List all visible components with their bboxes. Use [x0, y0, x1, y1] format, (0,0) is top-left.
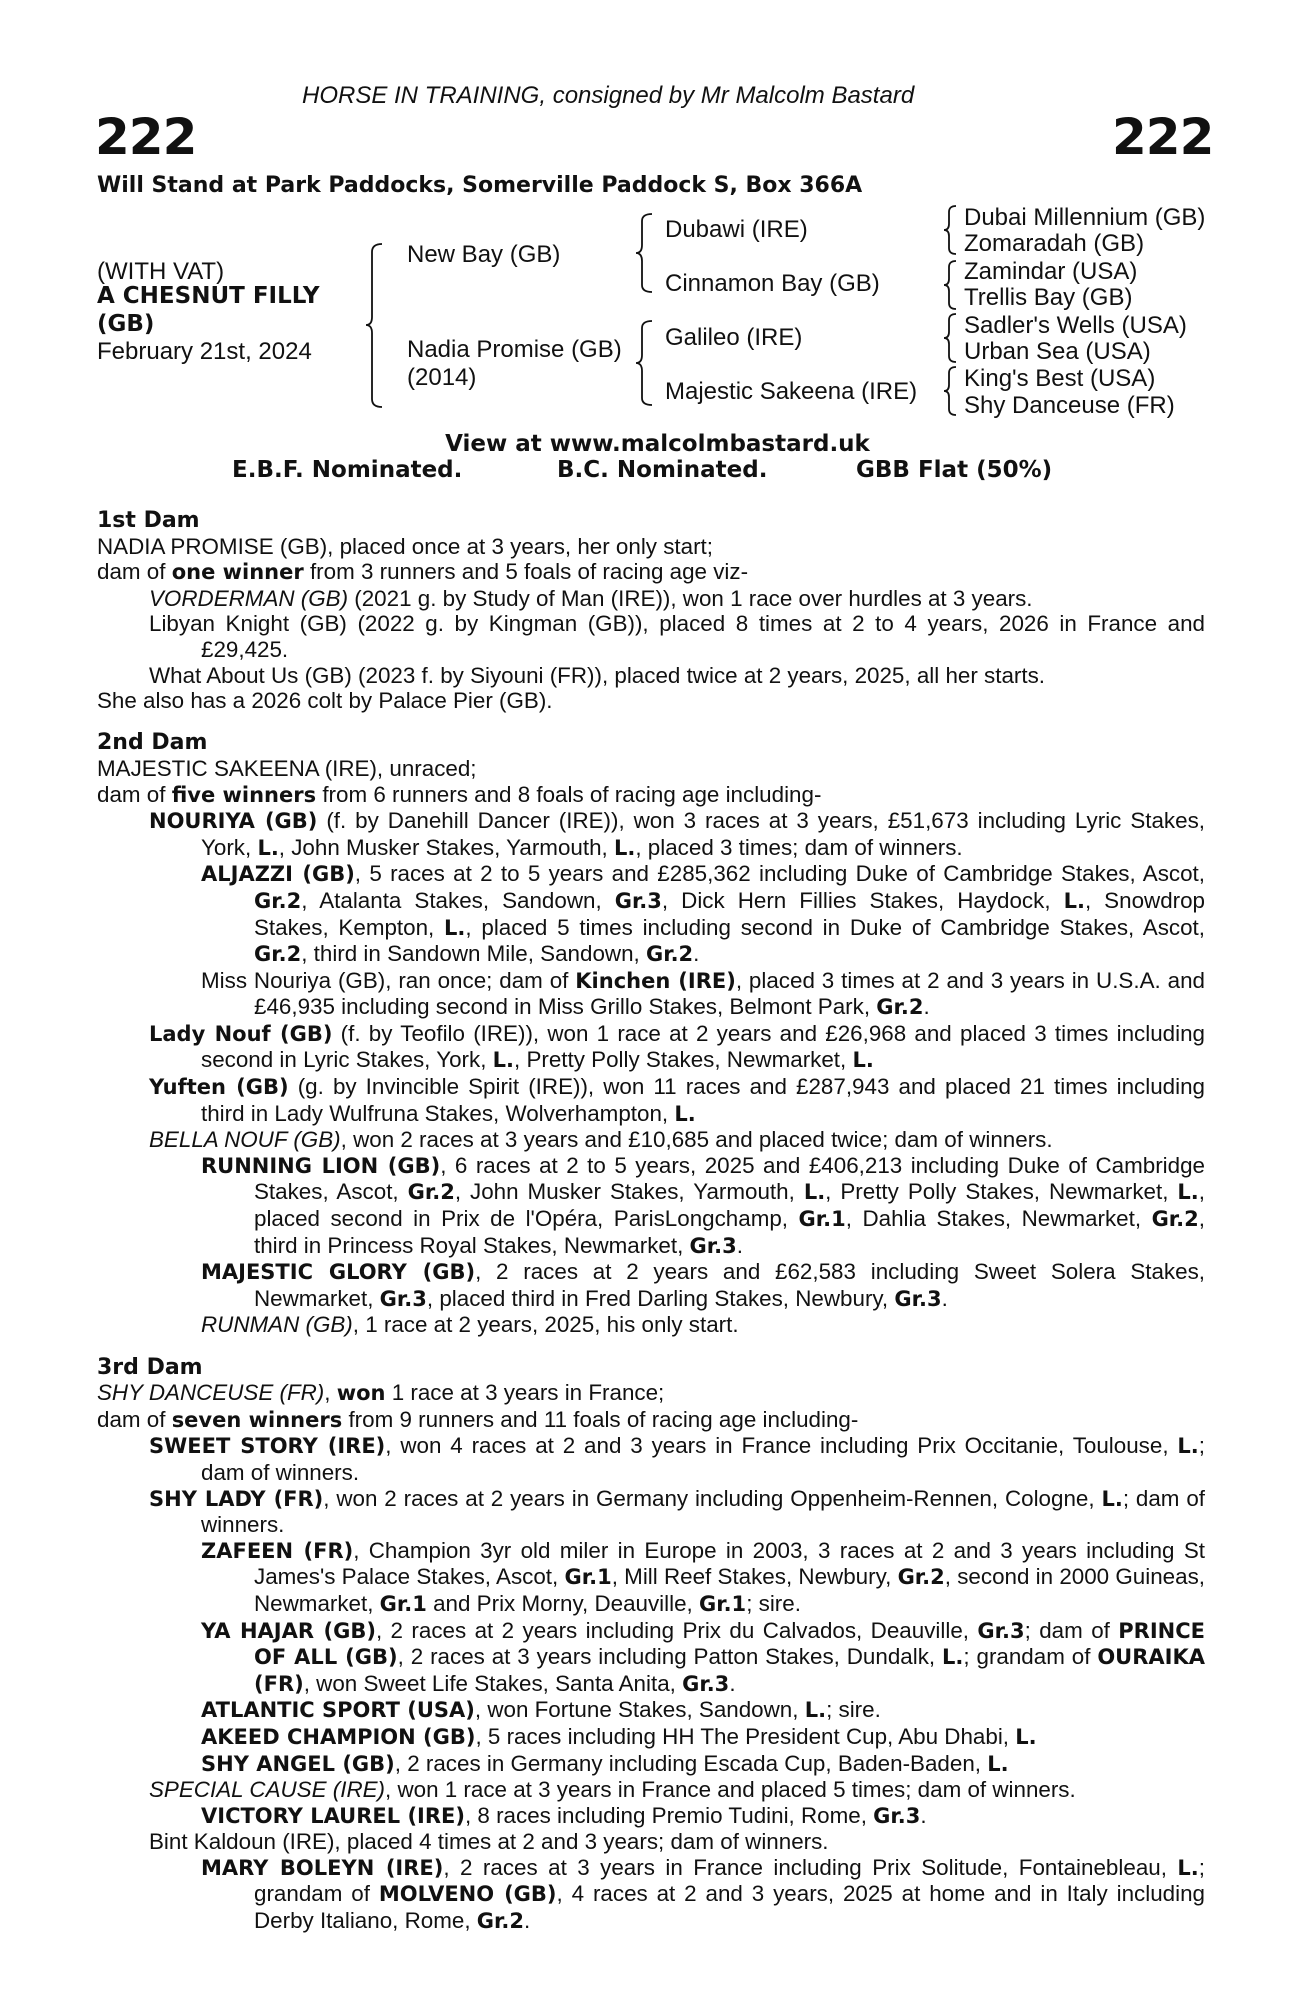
bold-text: MAJESTIC GLORY (GB)	[201, 1260, 476, 1285]
record-line	[97, 1312, 1205, 1338]
vat-note: (WITH VAT)	[97, 258, 225, 285]
bracket-g2	[944, 260, 958, 310]
bracket-dam	[638, 320, 654, 406]
ancestor-7: King's Best (USA)	[964, 365, 1156, 392]
text: Libyan Knight (GB) (2022 g. by Kingman (GB)), placed 8 times at 2 to 4 years, 2026 in France and £29,425.	[149, 611, 1205, 662]
bold-text: MARY BOLEYN (IRE)	[201, 1855, 444, 1880]
italic-text: RUNMAN (GB)	[201, 1312, 353, 1338]
text: , placed 3 times at 2 and 3 years in U.S.A. and £46,935 including second in Miss Grillo Stakes, Belmont Park,	[254, 967, 1205, 1020]
text: , placed third in Fred Darling Stakes, Newbury,	[426, 1285, 895, 1311]
bold-text: RUNNING LION (GB)	[201, 1153, 441, 1178]
record-line	[97, 782, 1205, 809]
text: , 5 races at 2 to 5 years and £285,362 including Duke of Cambridge Stakes, Ascot,	[354, 861, 1205, 887]
text: , won 2 races at 3 years and £10,685 and placed twice; dam of winners.	[340, 1127, 1053, 1153]
bold-text: Gr.3	[682, 1671, 730, 1696]
text: , won 2 races at 2 years in Germany including Oppenheim-Rennen, Cologne,	[323, 1485, 1102, 1511]
bold-text: Gr.2	[1151, 1207, 1199, 1232]
text: She also has a 2026 colt by Palace Pier (GB).	[97, 688, 553, 714]
text: , placed second in Prix de l'Opéra, ParisLongchamp,	[254, 1179, 1206, 1232]
bold-text: won	[336, 1381, 386, 1406]
bold-text: Gr.3	[689, 1233, 737, 1258]
bold-text: L.	[852, 1048, 874, 1073]
text: dam of	[97, 1406, 172, 1432]
record-line	[97, 1486, 1205, 1538]
bold-text: seven winners	[171, 1407, 343, 1432]
bold-text: L.	[987, 1751, 1009, 1776]
text: , 6 races at 2 to 5 years, 2025 and £406,213 including Duke of Cambridge Stakes, Ascot,	[254, 1152, 1205, 1205]
text: dam of	[97, 559, 172, 585]
text: ; sire.	[746, 1590, 801, 1616]
record-line	[97, 1618, 1205, 1698]
text: ; dam of winners.	[201, 1485, 1205, 1538]
bold-text: Gr.2	[645, 942, 694, 967]
bold-text: one winner	[171, 560, 304, 585]
bold-text: L.	[1101, 1486, 1123, 1511]
record-line	[97, 1407, 1205, 1434]
gbb-nomination: GBB Flat (50%)	[856, 457, 1053, 483]
lot-number-right: 222	[1112, 108, 1214, 166]
text: .	[693, 941, 700, 967]
text: , third in Sandown Mile, Sandown,	[301, 941, 646, 967]
ancestor-3: Zamindar (USA)	[964, 258, 1138, 285]
text: from 6 runners and 8 foals of racing age including-	[316, 781, 822, 807]
text: , Dahlia Stakes, Newmarket,	[845, 1206, 1152, 1232]
text: , 1 race at 2 years, 2025, his only start.	[352, 1312, 739, 1338]
ancestor-2: Zomaradah (GB)	[964, 230, 1145, 257]
text: .	[729, 1670, 736, 1696]
bold-text: VICTORY LAUREL (IRE)	[201, 1803, 465, 1828]
bold-text: Gr.2	[476, 1909, 524, 1934]
record-line	[97, 1855, 1205, 1935]
text: , third in Princess Royal Stakes, Newmarket,	[254, 1206, 1205, 1258]
text: (f. by Teofilo (IRE)), won 1 race at 2 years and £26,968 and placed 3 times including second in Lyric Stakes, York,	[201, 1020, 1205, 1073]
text: , 8 races including Premio Tudini, Rome,	[464, 1802, 874, 1828]
bold-text: L.	[674, 1101, 696, 1126]
sire-sire-name: Dubawi (IRE)	[665, 216, 808, 243]
text: ; dam of winners.	[201, 1433, 1205, 1485]
text: ; sire.	[826, 1697, 881, 1723]
bold-text: L.	[444, 915, 466, 940]
text: , Dick Hern Fillies Stakes, Haydock,	[661, 887, 1064, 913]
bold-text: Gr.1	[798, 1207, 846, 1232]
text: , 2 races in Germany including Escada Cup, Baden-Baden,	[394, 1750, 988, 1776]
ancestor-5: Sadler's Wells (USA)	[964, 312, 1187, 339]
dam-section	[97, 1355, 1205, 1935]
stand-info: Will Stand at Park Paddocks, Somerville Paddock S, Box 366A	[97, 173, 863, 198]
section-heading: 1st Dam	[97, 508, 200, 533]
bold-text: five winners	[171, 782, 317, 807]
catalogue-subtitle: HORSE IN TRAINING, consigned by Mr Malcolm Bastard	[302, 82, 915, 109]
ancestor-1: Dubai Millennium (GB)	[964, 204, 1206, 231]
text: ,	[324, 1380, 337, 1406]
bold-text: Gr.3	[873, 1803, 921, 1828]
record-line	[97, 808, 1205, 861]
bold-text: Gr.1	[564, 1565, 612, 1590]
bold-text: Gr.1	[379, 1591, 427, 1616]
sire-name: New Bay (GB)	[407, 241, 561, 268]
italic-text: BELLA NOUF (GB)	[149, 1127, 341, 1153]
italic-text: SHY DANCEUSE (FR)	[97, 1380, 325, 1406]
bold-text: L.	[1177, 1855, 1199, 1880]
text: , 4 races at 2 and 3 years, 2025 at home and in Italy including Derby Italiano, Rome,	[254, 1881, 1205, 1934]
dam-sire-name: Galileo (IRE)	[665, 324, 803, 351]
bracket-g1	[944, 205, 958, 255]
text: NADIA PROMISE (GB), placed once at 3 years, her only start;	[97, 533, 713, 559]
bold-text: L.	[1015, 1724, 1037, 1749]
text: ; dam of	[1024, 1617, 1119, 1643]
bold-text: Gr.3	[977, 1618, 1025, 1643]
dam-section	[97, 508, 1205, 714]
record-line	[97, 688, 1205, 714]
record-line	[97, 1697, 1205, 1724]
text: .	[941, 1285, 948, 1311]
bold-text: L.	[257, 835, 279, 860]
text: and Prix Morny, Deauville,	[426, 1590, 699, 1616]
bold-text: Gr.3	[379, 1286, 427, 1311]
record-line	[97, 1751, 1205, 1778]
bold-text: L.	[492, 1048, 515, 1073]
bold-text: SHY LADY (FR)	[149, 1486, 324, 1511]
horse-description-line2: (GB)	[97, 311, 155, 337]
record-line	[97, 663, 1205, 689]
text: , second in 2000 Guineas, Newmarket,	[254, 1564, 1205, 1616]
text: , 2 races at 2 years including Prix du Calvados, Deauville,	[375, 1617, 978, 1643]
section-heading: 2nd Dam	[97, 730, 208, 756]
bold-text: Gr.2	[254, 888, 302, 913]
italic-text: SPECIAL CAUSE (IRE)	[149, 1777, 385, 1803]
text: , Snowdrop Stakes, Kempton,	[254, 887, 1206, 940]
horse-description-line1: A CHESNUT FILLY	[97, 283, 320, 309]
bold-text: L.	[1177, 1180, 1199, 1205]
text: , 2 races at 3 years including Patton Stakes, Dundalk,	[397, 1644, 943, 1670]
text: (2021 g. by Study of Man (IRE)), won 1 race over hurdles at 3 years.	[348, 585, 1033, 611]
record-line	[97, 1538, 1205, 1618]
record-line	[97, 1433, 1205, 1485]
bold-text: NOURIYA (GB)	[149, 809, 318, 834]
bold-text: Yuften (GB)	[149, 1075, 289, 1100]
text: , won Fortune Stakes, Sandown,	[474, 1697, 805, 1723]
foaling-date: February 21st, 2024	[97, 338, 312, 365]
bold-text: PRINCE OF ALL (GB)	[254, 1618, 1205, 1670]
bracket-g3	[944, 313, 958, 363]
bold-text: ATLANTIC SPORT (USA)	[201, 1698, 475, 1723]
bracket-main	[368, 243, 384, 408]
bold-text: L.	[803, 1180, 826, 1205]
text: .	[920, 1802, 927, 1828]
text: What About Us (GB) (2023 f. by Siyouni (FR)), placed twice at 2 years, 2025, all her starts.	[149, 662, 1045, 688]
sire-dam-name: Cinnamon Bay (GB)	[665, 270, 880, 297]
bold-text: Gr.1	[698, 1591, 747, 1616]
record-line	[97, 756, 1205, 782]
bold-text: L.	[804, 1698, 827, 1723]
bold-text: L.	[1063, 888, 1085, 913]
bold-text: YA HAJAR (GB)	[201, 1618, 376, 1643]
text: Miss Nouriya (GB), ran once; dam of	[201, 967, 576, 993]
text: dam of	[97, 781, 172, 807]
ancestor-4: Trellis Bay (GB)	[964, 284, 1133, 311]
text: , 5 races including HH The President Cup, Abu Dhabi,	[475, 1723, 1016, 1749]
text: from 9 runners and 11 foals of racing age including-	[342, 1406, 859, 1432]
text: ; grandam of	[254, 1854, 1205, 1907]
record-line	[97, 1074, 1205, 1127]
text: , won Sweet Life Stakes, Santa Anita,	[303, 1670, 683, 1696]
bold-text: Lady Nouf (GB)	[149, 1021, 333, 1046]
text: MAJESTIC SAKEENA (IRE), unraced;	[97, 755, 477, 781]
ancestor-6: Urban Sea (USA)	[964, 338, 1151, 365]
bold-text: Gr.2	[897, 1565, 945, 1590]
record-line	[97, 559, 1205, 586]
text: .	[923, 994, 930, 1020]
text: .	[736, 1232, 743, 1258]
record-line	[97, 1803, 1205, 1830]
text: , Pretty Polly Stakes, Newmarket,	[514, 1047, 853, 1073]
text: , 2 races at 2 years and £62,583 including Sweet Solera Stakes, Newmarket,	[254, 1259, 1205, 1311]
dam-section	[97, 730, 1205, 1338]
record-line	[97, 1153, 1205, 1259]
record-line	[97, 1127, 1205, 1153]
bold-text: Gr.2	[876, 995, 924, 1020]
text: ; grandam of	[963, 1644, 1098, 1670]
text: , won 1 race at 3 years in France and placed 5 times; dam of winners.	[385, 1777, 1076, 1803]
bold-text: L.	[942, 1645, 964, 1670]
italic-text: VORDERMAN (GB)	[149, 585, 349, 611]
dam-dam-name: Majestic Sakeena (IRE)	[665, 378, 918, 405]
ancestor-8: Shy Danceuse (FR)	[964, 392, 1175, 419]
lot-number-left: 222	[95, 108, 197, 166]
section-heading: 3rd Dam	[97, 1354, 203, 1380]
text: , Atalanta Stakes, Sandown,	[301, 887, 615, 913]
text: , John Musker Stakes, Yarmouth,	[278, 834, 614, 860]
pedigree-notes	[97, 508, 1205, 1935]
bc-nomination: B.C. Nominated.	[557, 457, 768, 483]
website-link[interactable]: View at www.malcolmbastard.uk	[445, 431, 870, 457]
record-line	[97, 1829, 1205, 1855]
record-line	[97, 1777, 1205, 1803]
bold-text: ALJAZZI (GB)	[201, 862, 355, 887]
record-line	[97, 861, 1205, 967]
text: , Mill Reef Stakes, Newbury,	[611, 1564, 898, 1590]
text: from 3 runners and 5 foals of racing age viz-	[303, 559, 749, 585]
text: (g. by Invincible Spirit (IRE)), won 11 races and £287,943 and placed 21 times including third in Lady Wulfruna Stakes, Wolverhampton,	[201, 1074, 1205, 1126]
text: , Champion 3yr old miler in Europe in 2003, 3 races at 2 and 3 years including St James's Palace Stakes, Ascot,	[254, 1537, 1205, 1590]
bold-text: MOLVENO (GB)	[378, 1882, 557, 1907]
dam-name: Nadia Promise (GB)	[407, 336, 622, 363]
record-line	[97, 534, 1205, 560]
bold-text: AKEED CHAMPION (GB)	[201, 1724, 476, 1749]
bold-text: Kinchen (IRE)	[575, 968, 736, 993]
bracket-sire	[638, 213, 654, 293]
record-line	[97, 611, 1205, 662]
record-line	[97, 586, 1205, 612]
bold-text: SHY ANGEL (GB)	[201, 1751, 395, 1776]
bold-text: SWEET STORY (IRE)	[149, 1434, 386, 1459]
text: , placed 5 times including second in Duke of Cambridge Stakes, Ascot,	[465, 914, 1206, 940]
text: .	[523, 1908, 531, 1934]
bold-text: ZAFEEN (FR)	[201, 1538, 354, 1563]
bold-text: Gr.2	[407, 1180, 455, 1205]
bold-text: Gr.3	[894, 1286, 942, 1311]
text: , won 4 races at 2 and 3 years in France including Prix Occitanie, Toulouse,	[385, 1433, 1178, 1459]
record-line	[97, 968, 1205, 1021]
text: Bint Kaldoun (IRE), placed 4 times at 2 and 3 years; dam of winners.	[149, 1829, 829, 1855]
text: 1 race at 3 years in France;	[385, 1380, 665, 1406]
record-line	[97, 1724, 1205, 1751]
text: , placed 3 times; dam of winners.	[635, 834, 963, 860]
bold-text: Gr.3	[614, 888, 662, 913]
bold-text: L.	[613, 835, 636, 860]
bracket-g4	[944, 366, 958, 416]
text: , 2 races at 3 years in France including Prix Solitude, Fontainebleau,	[443, 1854, 1178, 1880]
record-line	[97, 1380, 1205, 1407]
record-line	[97, 1259, 1205, 1312]
record-line	[97, 1021, 1205, 1074]
text: , Pretty Polly Stakes, Newmarket,	[825, 1179, 1178, 1205]
ebf-nomination: E.B.F. Nominated.	[232, 457, 463, 483]
bold-text: OURAIKA (FR)	[254, 1645, 1205, 1696]
text: (f. by Danehill Dancer (IRE)), won 3 races at 3 years, £51,673 including Lyric Stakes, York,	[201, 808, 1205, 860]
bold-text: Gr.2	[254, 942, 302, 967]
dam-year: (2014)	[407, 364, 477, 391]
bold-text: L.	[1177, 1434, 1199, 1459]
text: , John Musker Stakes, Yarmouth,	[454, 1179, 804, 1205]
